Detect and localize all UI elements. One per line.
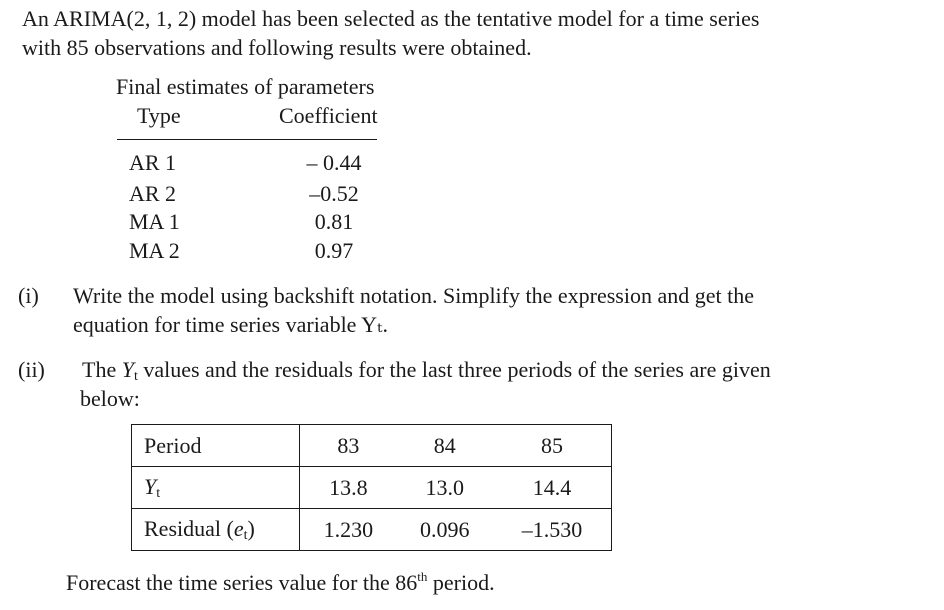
question-i-line-1: Write the model using backshift notation. Simplify the expression and get the (73, 283, 754, 308)
estimate-coefficient: 0.81 (314, 209, 354, 234)
estimate-type: AR 1 (129, 150, 177, 175)
estimate-type: MA 1 (129, 209, 180, 234)
residual-label-post: ) (247, 515, 255, 541)
y-variable: Y (121, 357, 134, 382)
y-label (132, 467, 300, 509)
table-row-period (132, 425, 612, 467)
question-ii-text-pre: The (82, 357, 122, 382)
intro-line-2: with 85 observations and following results were obtained. (22, 35, 532, 60)
question-number-ii: (ii) (18, 357, 45, 382)
forecast-text-pre: Forecast the time series value for the 86 (66, 570, 418, 595)
residual-label (132, 509, 300, 551)
estimate-type: AR 2 (129, 181, 177, 206)
y-cell: 13.8 (300, 467, 397, 509)
forecast-text-post: period. (427, 570, 495, 595)
residual-label-pre: Residual ( (144, 515, 234, 541)
residual-cell: –1.530 (493, 509, 612, 551)
table-row-residual (132, 509, 612, 551)
estimates-caption: Final estimates of parameters (116, 74, 375, 99)
estimate-coefficient: – 0.44 (306, 150, 362, 175)
intro-line-1: An ARIMA(2, 1, 2) model has been selected as the tentative model for a time series (22, 6, 760, 31)
series-data-table (131, 424, 612, 551)
question-ii-text-post: values and the residuals for the last three periods of the series are given (137, 357, 771, 382)
y-subscript: t (133, 369, 138, 384)
estimate-coefficient: –0.52 (309, 181, 359, 206)
y-cell: 14.4 (493, 467, 612, 509)
forecast-instruction (66, 570, 495, 594)
table-row-y (132, 467, 612, 509)
residual-cell: 1.230 (300, 509, 397, 551)
y-label-sub: t (156, 485, 161, 501)
y-label-var: Y (144, 473, 157, 499)
estimates-header-coefficient: Coefficient (279, 103, 378, 128)
residual-label-sub: t (243, 527, 248, 543)
forecast-superscript: th (417, 569, 428, 584)
residual-label-var: e (233, 515, 244, 541)
question-ii-line-1 (82, 359, 771, 384)
y-cell: 13.0 (397, 467, 493, 509)
residual-cell: 0.096 (397, 509, 493, 551)
period-cell: 84 (397, 425, 493, 467)
estimate-coefficient: 0.97 (314, 238, 354, 263)
period-cell: 85 (493, 425, 612, 467)
estimate-type: MA 2 (129, 238, 180, 263)
period-cell: 83 (300, 425, 397, 467)
question-i-line-2: equation for time series variable Yₜ. (73, 312, 388, 337)
estimates-header-rule (117, 139, 377, 140)
question-number-i: (i) (18, 283, 39, 308)
question-ii-line-2: below: (80, 386, 140, 411)
estimates-header-type: Type (137, 103, 181, 128)
period-label: Period (132, 425, 300, 467)
